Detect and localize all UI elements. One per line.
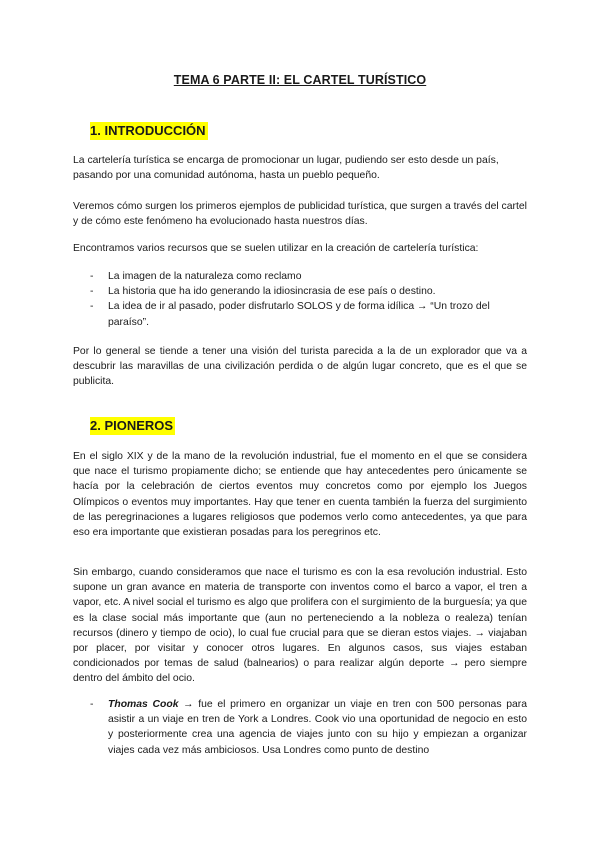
bullet-dash: - — [90, 699, 94, 710]
bullet-dash: - — [90, 286, 94, 298]
intro-paragraph-2: Veremos cómo surgen los primeros ejemplos de publicidad turística, que surgen a través del cartel y de cómo este fenómeno ha evolucionado hasta nuestros días. — [73, 201, 527, 228]
thomas-cook-name: Thomas Cook — [108, 699, 179, 710]
pioneers-list — [90, 697, 527, 758]
list-item: - La idea de ir al pasado, poder disfrutarlo SOLOS y de forma idílica → “Un trozo del paraíso”. — [90, 301, 490, 328]
thomas-cook-text: → fue el primero en organizar un viaje en tren con 500 personas para asistir a un viaje en tren de York a Londres. Cook vio una oportunidad de negocio en esto y posteriormente crea una agencia de viajes junto con su hijo y empiezan a organizar viajes cada vez más ambiciosos. Usa Londres como punto de destino — [108, 699, 527, 756]
list-item: - La historia que ha ido generando la idiosincrasia de ese país o destino. — [90, 284, 527, 299]
pioneros-paragraph-1: En el siglo XIX y de la mano de la revolución industrial, fue el momento en el que se considera que nace el turismo propiamente dicho; se entiende que hay antecedentes pero únicamente se hacía por la celebración de ciertos eventos muy concretos como por ejemplo los Juegos Olímpicos o eventos muy importantes. Hay que tener en cuenta también la fuerza del surgimiento de las peregrinaciones a lugares religiosos que podemos verlo como antecedentes, ya que para eso era importante que existieran posadas para los peregrinos etc. — [73, 451, 527, 539]
resources-list — [90, 269, 527, 330]
page-title: TEMA 6 PARTE II: EL CARTEL TURÍSTICO — [173, 73, 427, 87]
intro-paragraph-1: La cartelería turística se encarga de promocionar un lugar, pudiendo ser esto desde un país, pasando por una comunidad autónoma, hasta un pueblo pequeño. — [73, 155, 499, 182]
section-heading-introduccion: 1. INTRODUCCIÓN — [90, 123, 206, 138]
pioneros-paragraph-2: Sin embargo, cuando consideramos que nace el turismo es con la esa revolución industrial. Esto supone un gran avance en materia de transporte con inventos como el barco a vapor, el tren a vapor, etc. A nivel social el turismo es algo que prolifera con el surgimiento de la burguesía; ya que es la clase social más importante que (aun no perteneciendo a la nobleza o realeza) tenían recursos (dinero y tiempo de ocio), lo cual fue crucial para que se dieran estos viajes. → viajaban por placer, por visitar y conocer otros lugares. En algunos casos, sus viajes estaban condicionados por temas de salud (balnearios) o para realizar algún deporte → pero siempre dentro del ámbito del ocio. — [73, 567, 527, 685]
intro-paragraph-3: Encontramos varios recursos que se suelen utilizar en la creación de cartelería turística: — [73, 243, 479, 254]
list-item: - La imagen de la naturaleza como reclamo — [90, 269, 527, 284]
intro-paragraph-4: Por lo general se tiende a tener una visión del turista parecida a la de un explorador que va a descubrir las maravillas de una civilización perdida o de algún lugar concreto, que es el que se publicita. — [73, 346, 527, 388]
section-heading-pioneros: 2. PIONEROS — [90, 418, 174, 433]
bullet-dash: - — [90, 271, 94, 282]
list-item-thomas-cook — [90, 697, 527, 758]
bullet-dash: - — [90, 301, 94, 313]
